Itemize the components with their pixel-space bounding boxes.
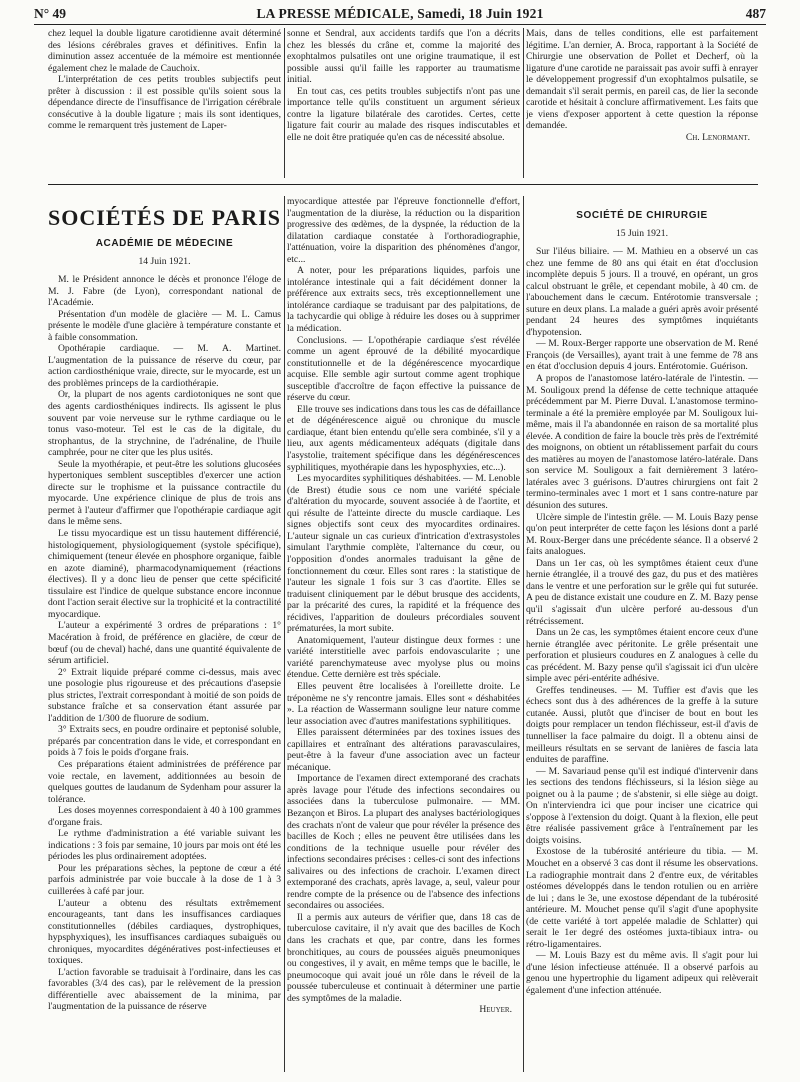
paragraph: sonne et Sendral, aux accidents tardifs que l'on a décrits chez les blessés du crâne et, comme la majorité des exophtalmos pulsatiles ont une origine traumatique, il est possible aussi qu'il faille les rapporter au traumatisme initial.: [287, 28, 520, 86]
column-divider: [523, 196, 524, 1072]
paragraph: chez lequel la double ligature carotidienne avait déterminé des lésions cérébrales graves et définitives. Enfin la diminution assez accentuée de la mémoire est mentionnée également chez le malade de Cauchoix.: [48, 28, 281, 74]
paragraph: A noter, pour les préparations liquides, parfois une intolérance intestinale qui a fait décidément donner la préférence aux extraits secs, très exceptionnellement une intolérance cardiaque se traduisant par des palpitations, de la tachycardie qui oblige à réduire les doses ou à supprimer la médication.: [287, 265, 520, 335]
column-divider: [284, 28, 285, 178]
page-number: 487: [745, 6, 766, 21]
paragraph: En tout cas, ces petits troubles subjectifs n'ont pas une importance telle qu'ils constituent un argument sérieux contre la ligature bilatérale des carotides. Certes, cette ligature fait courir au malade des risques indiscutables et elle ne doit être pratiquée qu'en cas de nécessité absolue.: [287, 85, 520, 143]
section-title: SOCIÉTÉS DE PARIS: [48, 205, 281, 230]
author-signature: Heuyer.: [479, 1004, 512, 1016]
top-column-2: [287, 28, 520, 176]
paragraph: Les doses moyennes correspondaient à 40 à 100 grammes d'organe frais.: [48, 805, 281, 828]
author-signature: Ch. Lenormant.: [685, 131, 750, 143]
header-rule: [34, 24, 766, 25]
section-rule: [48, 184, 758, 185]
column-divider: [523, 28, 524, 178]
paragraph: Elles peuvent être localisées à l'oreillette droite. Le tréponème ne s'y rencontre jamais. Elles sont « déshabitées ». La réaction de Wassermann souligne leur nature comme leur association avec d'autres manifestations syphilitiques.: [287, 680, 520, 727]
paragraph: Opothérapie cardiaque. — M. A. Martinet. L'augmentation de la puissance de réserve du cœur, par action cardiosthénique vraie, directe, sur le myocarde, est un des problèmes princeps de la cardiothérapie.: [48, 343, 281, 389]
paragraph: Seule la myothérapie, et peut-être les solutions glucosées hypertoniques semblent susceptibles d'exercer une action directe sur le trophisme et la puissance contractile du myocarde. Une expérience clinique de plus de trois ans permet à l'auteur d'affirmer que l'opothérapie cardiaque agit dans le même sens.: [48, 458, 281, 528]
paragraph: 3° Extraits secs, en poudre ordinaire et peptonisé soluble, préparés par concentration dans le vide, et correspondant en poids à 7 fois le poids d'organe frais.: [48, 724, 281, 759]
societes-column-3: [526, 208, 758, 1076]
paragraph: L'auteur a expérimenté 3 ordres de préparations : 1° Macération à froid, de préférence en glacière, de cœur de bœuf (ou de cheval) haché, dans une quantité équivalente de sérum artificiel.: [48, 620, 281, 667]
paragraph: — M. Savariaud pense qu'il est indiqué d'intervenir dans les sections des tendons fléchisseurs, si la lésion siège au poignet ou à la paume ; de s'abstenir, si elle siège au doigt. On n'interviendra ici que pour inciser une cicatrice qui s'oppose à l'extension du doigt. Quant à la flexion, elle peut être réalisée passivement grâce à l'entraînement par les doigts voisins.: [526, 765, 758, 846]
paragraph: M. le Président annonce le décès et prononce l'éloge de M. J. Fabre (de Lyon), correspondant national de l'Académie.: [48, 274, 281, 309]
session-date: 14 Juin 1921.: [138, 256, 191, 267]
paragraph: Le tissu myocardique est un tissu hautement différencié, histologiquement, physiologiquement (systole spécifique), chimiquement (teneur élevée en phosphore organique, faible en azote diaminé), pharmacodynamiquement (réactions électives). Il y a donc lieu de penser que cette spécificité tissulaire est l'indice de quelque substance encore inconnue dont l'action serait élective sur la trophicité et la contractilité myocardique.: [48, 528, 281, 620]
paragraph: Présentation d'un modèle de glacière — M. L. Camus présente le modèle d'une glacière à température constante et à faible consommation.: [48, 308, 281, 343]
paragraph: Sur l'iléus biliaire. — M. Mathieu en a observé un cas chez une femme de 80 ans qui était en état d'occlusion incomplète depuis 5 jours. Il a trouvé, en opérant, un gros calcul obstruant le grêle, et cependant mobile, à 40 cm. de l'abouchement dans le cæcum. Entérotomie transversale ; suture en deux plans. La malade a guéri après avoir présenté pendant 24 heures des symptômes inquiétants d'hypotension.: [526, 246, 758, 338]
academie-title: ACADÉMIE DE MÉDECINE: [95, 238, 234, 249]
paragraph: Pour les préparations sèches, la peptone de cœur a été parfois administrée par voie buccale à la dose de 1 à 3 cuillerées à café par jour.: [48, 862, 281, 897]
paragraph: Les myocardites syphilitiques déshabitées. — M. Lenoble (de Brest) étudie sous ce nom une variété spéciale d'altération du myocarde, souvent associée à de l'aortite, et qui résulte de l'atteinte directe du muscle cardiaque. Les signes objectifs sont ceux des myocardites ordinaires. L'auteur signale un cas curieux d'intrication d'extrasystoles simulant l'arythmie complète, l'alternance du cœur, ou l'opposition d'ondes anormales traduisant la gêne de fonctionnement du cœur. Elles sont rares : la statistique de l'auteur les signale 1 fois sur 3 cas d'aortite. Elles se traduisent cliniquement par le début brusque des accidents, par la précarité des cures, la rapidité et la fréquence des récidives, l'apparition de douleurs précordiales souvent prématurées, la mort subite.: [287, 473, 520, 635]
top-column-3: [526, 28, 758, 176]
paragraph: Le rythme d'administration a été variable suivant les indications : 3 fois par semaine, 10 jours par mois ont été les périodes les plus ordinairement adoptées.: [48, 828, 281, 863]
paragraph: — M. Roux-Berger rapporte une observation de M. René François (de Versailles), ayant trait à une femme de 78 ans en état d'occlusion depuis 4 jours. Entérotomie. Guérison.: [526, 338, 758, 373]
paragraph: Conclusions. — L'opothérapie cardiaque s'est révélée comme un agent éprouvé de la débilité myocardique constitutionnelle et de la dégénérescence myocardique acquise. Elle semble agir surtout comme agent trophique susceptible d'accroître de façon effective la puissance de réserve du cœur.: [287, 334, 520, 404]
top-column-1: [48, 28, 281, 176]
paragraph: myocardique attestée par l'épreuve fonctionnelle d'effort, l'augmentation de la diurèse, la réduction ou la disparition progressive des œdèmes, de la dyspnée, la réduction de la dilatation cardiaque constatée à l'orthoradiographie, l'atténuation, voire la disparition des phénomènes d'angor, etc...: [287, 196, 520, 265]
paragraph: Dans un 1er cas, où les symptômes étaient ceux d'une hernie étranglée, il a trouvé des gaz, du pus et des matières dans le ventre et une perforation sur le grêle qui fut suturée. A peu de distance existait une coudure en Z. M. Bazy pense qu'il s'agissait d'un ulcère perforé au-dessous d'un rétrécissement.: [526, 557, 758, 627]
societes-column-2: [287, 196, 520, 1076]
paragraph: Il a permis aux auteurs de vérifier que, dans 18 cas de tuberculose cavitaire, il n'y avait que des bacilles de Koch dans les crachats et que, par contre, dans les formes bronchitiques, au cours de poussées aiguës pneumoniques ou congestives, il y avait, en même temps que le bacille, le pneumocoque qui avait joué un rôle dans le réveil de la poussée tuberculeuse et continuait à déterminer une partie des symptômes de la maladie.: [287, 911, 520, 1004]
session-date: 15 Juin 1921.: [616, 228, 668, 239]
issue-number: N° 49: [34, 6, 67, 21]
paragraph: Or, la plupart de nos agents cardiotoniques ne sont que des agents cardiosthéniques indirects. Ils agissent le plus souvent par voie nerveuse sur le rythme cardiaque ou le tonus vaso-moteur. Tel est le cas de la digitale, du strophantus, de la strychnine, de l'adrénaline, de l'huile camphrée, pour ne citer que les plus usités.: [48, 389, 281, 459]
paragraph: Anatomiquement, l'auteur distingue deux formes : une variété interstitielle avec parfois endovascularite ; une variété parenchymateuse avec myolyse plus ou moins étendue. Cette dernière est très spéciale.: [287, 634, 520, 681]
societes-column-1: [48, 196, 281, 1076]
paragraph: A propos de l'anastomose latéro-latérale de l'intestin. — M. Souligoux prend la défense de cette technique attaquée précédemment par M. Pierre Duval. L'anastomose termino-terminale a été la première employée par M. Souligoux lui-même, mais il l'a abandonnée en raison de sa mortalité plus élevée. A condition de faire la boucle très près de l'extrémité des moignons, on obtient un rétablissement parfait du cours des matières au moyen de l'anastomose latéro-latérale. Dans son service M. Souligoux a fait dernièrement 3 latéro-latérales avec 3 guérisons. D'autres chirurgiens ont fait 2 termino-terminales avec 1 mort et 1 sans contre-nature par désunion des sutures.: [526, 373, 758, 512]
paragraph: Elle trouve ses indications dans tous les cas de défaillance et de dégénérescence aiguë ou chronique du muscle cardiaque, étant bien entendu qu'elle sera combinée, s'il y a lieu, aux agents médicamenteux adéquats (digitale dans l'asystolie, traitement spécifique dans les dégénérescences syphilitiques, myothérapie dans les hyposphyxies, etc...).: [287, 403, 520, 473]
paragraph: L'action favorable se traduisait à l'ordinaire, dans les cas favorables (3/4 des cas), par le relèvement de la pression différentielle avec abaissement de la minima, par l'augmentation de la puissance de réserve: [48, 966, 281, 1013]
column-divider: [284, 196, 285, 1072]
paragraph: Elles paraissent déterminées par des toxines issues des capillaires et entraînant des altérations paravasculaires, peut-être à la faveur d'une association avec un facteur mécanique.: [287, 727, 520, 773]
paragraph: L'interprétation de ces petits troubles subjectifs peut prêter à discussion : il est possible qu'ils soient sous la dépendance directe de l'insuffisance de l'irrigation cérébrale consécutive à la double ligature ; mais ils sont identiques, comme le remarquent très justement de Laper-: [48, 74, 281, 132]
paragraph: Ulcère simple de l'intestin grêle. — M. Louis Bazy pense qu'on peut interpréter de cette façon les lésions dont a parlé M. Roux-Berger dans une précédente séance. Il a observé 2 faits analogues.: [526, 511, 758, 558]
paragraph: Ces préparations étaient administrées de préférence par voie rectale, en lavement, additionnées au besoin de quelques gouttes de laudanum de Sydenham pour assurer la tolérance.: [48, 758, 281, 805]
paragraph: Greffes tendineuses. — M. Tuffier est d'avis que les échecs sont dus à des adhérences de la greffe à la suture cutanée. Aussi, plutôt que d'inciser de bout en bout les doigts pour remplacer un tendon fléchisseur, est-il d'avis de tunnelliser la face palmaire du doigt. Il a obtenu ainsi de meilleurs résultats en se servant de lanières de fascia lata enduites de paraffine.: [526, 684, 758, 766]
running-header: [34, 6, 766, 24]
paragraph: — M. Louis Bazy est du même avis. Il s'agit pour lui d'une lésion infectieuse atténuée. Il a observé parfois au genou une hypertrophie du ligament adipeux qui relèverait également d'une infection atténuée.: [526, 950, 758, 996]
paragraph: Mais, dans de telles conditions, elle est parfaitement légitime. L'an dernier, A. Broca, rapportant à la Société de Chirurgie une observation de Pollet et Decherf, où la ligature d'une carotide ne paraissait pas avoir suffi à enrayer le développement progressif d'un exophtalmos pulsatile, se demandait s'il serait permis, en pareil cas, de lier la seconde carotide et hésitait à conclure affirmativement. Les faits que je viens d'exposer apportent à cette question la réponse demandée.: [526, 28, 758, 132]
journal-title: LA PRESSE MÉDICALE, Samedi, 18 Juin 1921: [256, 6, 544, 21]
paragraph: L'auteur a obtenu des résultats extrêmement encourageants, tant dans les insuffisances cardiaques constitutionnelles (débiles cardiaques, dystrophiques, hypsphyxiques), les insuffisances cardiaques subaiguës ou chroniques, myocardites dégénératives post-infectieuses et toxiques.: [48, 897, 281, 967]
paragraph: Importance de l'examen direct extemporané des crachats après lavage pour l'étude des infections secondaires ou associées dans la tuberculose pulmonaire. — MM. Bezançon et Biros. La plupart des analyses bactériologiques des crachats n'ont de valeur que pour révéler la présence des bacilles de Koch ; elles ne peuvent être utilisées dans les conditions de la technique usuelle pour révéler des infections secondaires précises : celles-ci sont des infections salivaires ou des infections de crachoir. L'examen direct extemporané des crachats, après lavage, a, seul, valeur pour rendre compte de la présence ou de l'absence des infections secondaires ou associées.: [287, 773, 520, 912]
chirurgie-title: SOCIÉTÉ DE CHIRURGIE: [576, 210, 708, 221]
paragraph: 2° Extrait liquide préparé comme ci-dessus, mais avec une posologie plus rigoureuse et des précautions d'asepsie plus strictes, l'extrait correspondant à moitié de son poids de substance fraîche et sa conservation étant assurée par l'addition de 1/300 de fluorure de sodium.: [48, 666, 281, 724]
paragraph: Exostose de la tubérosité antérieure du tibia. — M. Mouchet en a observé 3 cas dont il résume les observations. La radiographie montrait dans 2 d'entre eux, de véritables ostéomes développés dans le tendon rotulien ou en arrière de lui ; dans le 3e, une exostose dépendant de la tubérosité antérieure. M. Mouchet pense qu'il s'agit d'une apophysite (de cette variété à tort appelée maladie de Schlatter) qui serait le 1er degré des ostéomes juxta-tibiaux intra- ou rétro-ligamentaires.: [526, 846, 758, 950]
paragraph: Dans un 2e cas, les symptômes étaient encore ceux d'une hernie étranglée avec péritonite. Le grêle présentait une perforation et plusieurs coudures en Z analogues à celle du cas précédent. M. Bazy pense qu'il s'agissait ici d'un ulcère simple avec péri-entérite adhésive.: [526, 627, 758, 685]
